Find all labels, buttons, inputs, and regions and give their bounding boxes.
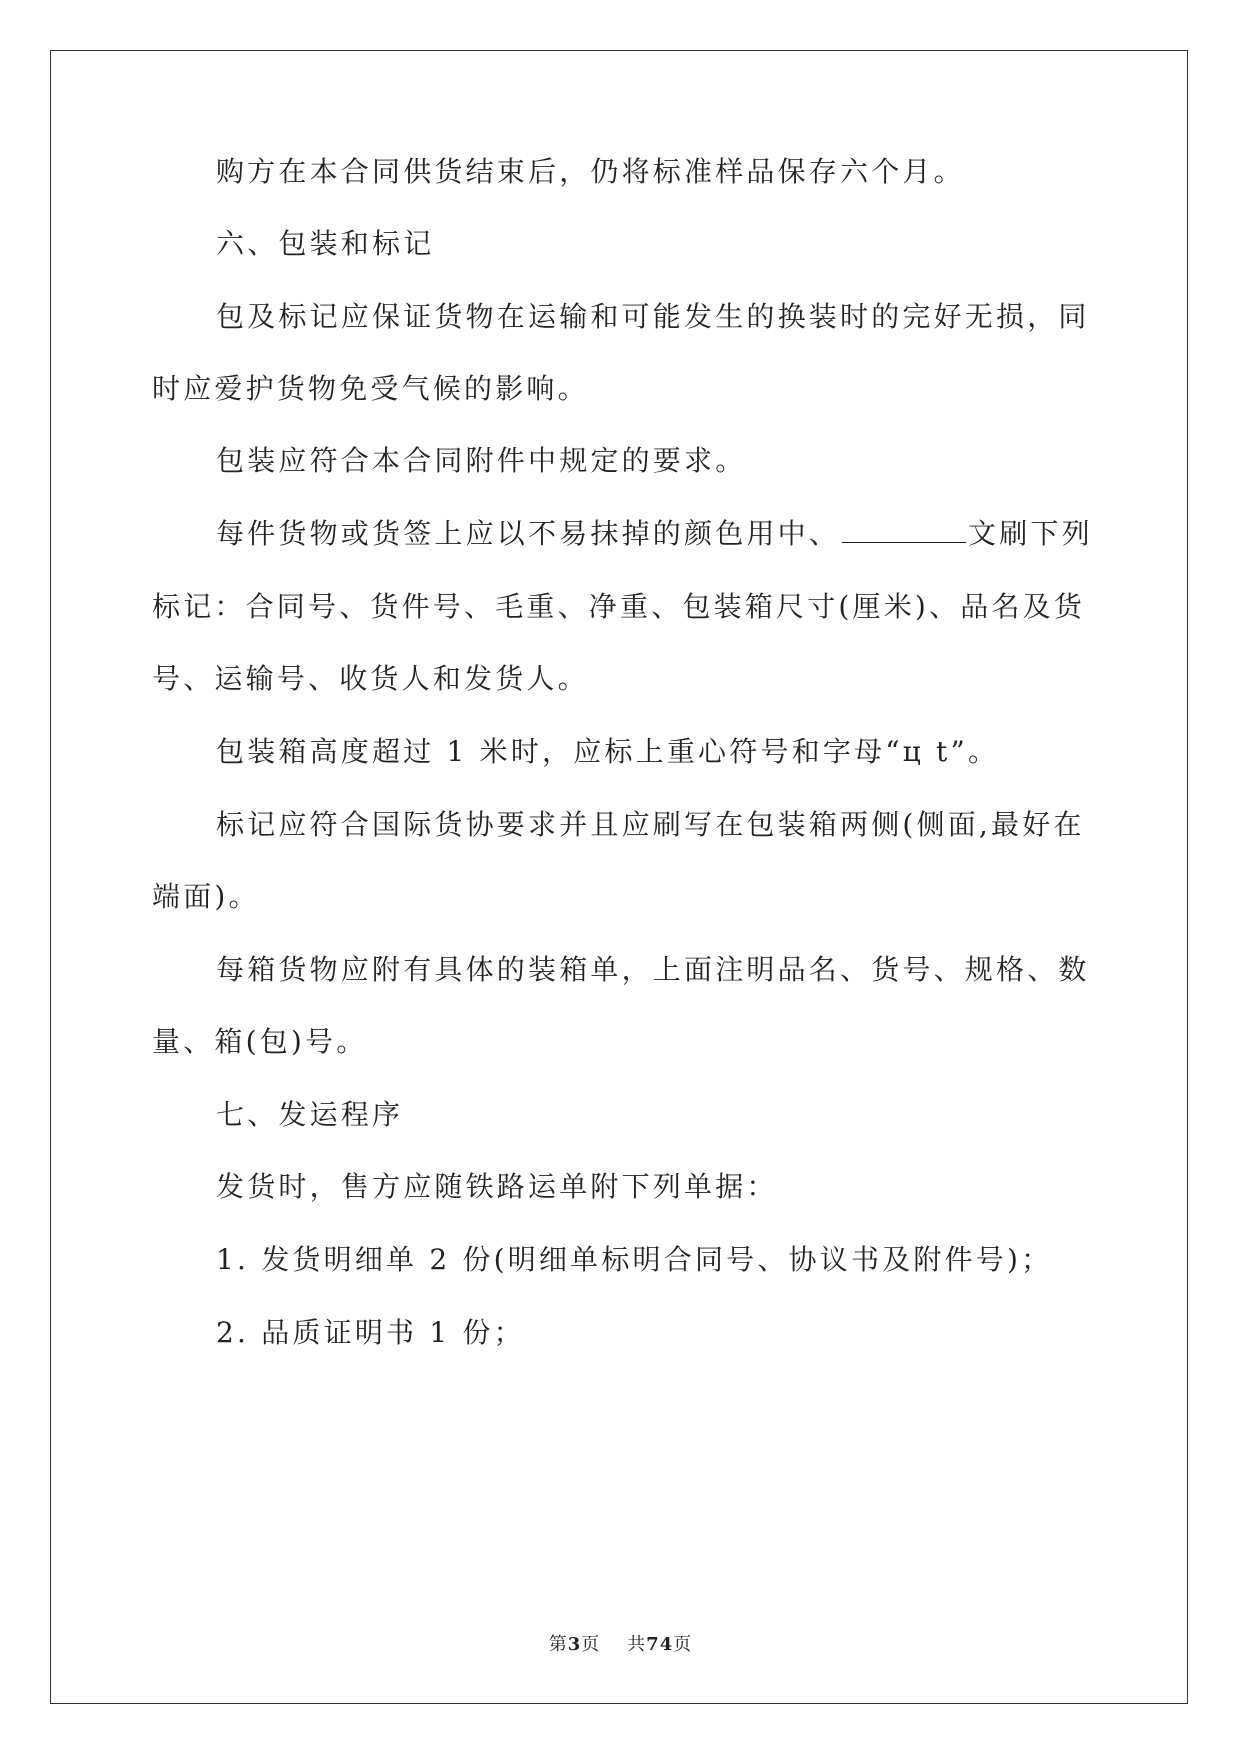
page-number-label: 第3页 <box>548 1634 601 1655</box>
paragraph-text: 文刷下列 <box>968 517 1093 550</box>
list-item: 2. 品质证明书 1 份； <box>216 1316 525 1349</box>
page-border <box>50 50 1188 1704</box>
paragraph-line: 购方在本合同供货结束后，仍将标准样品保存六个月。 <box>216 155 965 188</box>
paragraph-text: 每件货物或货签上应以不易抹掉的颜色用中、 <box>216 517 841 550</box>
paragraph-line: 量、箱(包)号。 <box>152 1025 368 1058</box>
paragraph-line: 端面)。 <box>152 880 260 913</box>
fill-in-blank <box>842 518 966 543</box>
paragraph-line <box>216 517 1093 551</box>
paragraph-line: 标记：合同号、货件号、毛重、净重、包装箱尺寸(厘米)、品名及货 <box>152 590 1086 623</box>
paragraph-line: 标记应符合国际货协要求并且应刷写在包装箱两侧(侧面,最好在 <box>216 808 1085 841</box>
page-total-label: 共74页 <box>627 1634 693 1655</box>
paragraph-line: 包及标记应保证货物在运输和可能发生的换装时的完好无损，同 <box>216 300 1090 333</box>
page-footer <box>0 1630 1241 1656</box>
paragraph-line: 发货时，售方应随铁路运单附下列单据： <box>216 1170 778 1203</box>
section-heading: 七、发运程序 <box>216 1098 404 1131</box>
paragraph-line: 每箱货物应附有具体的装箱单，上面注明品名、货号、规格、数 <box>216 953 1090 986</box>
paragraph-line: 时应爱护货物免受气候的影响。 <box>152 372 589 405</box>
list-item: 1. 发货明细单 2 份(明细单标明合同号、协议书及附件号)； <box>216 1243 1053 1276</box>
paragraph-line: 包装应符合本合同附件中规定的要求。 <box>216 444 747 477</box>
paragraph-line: 包装箱高度超过 1 米时，应标上重心符号和字母“ц t”。 <box>216 735 1000 768</box>
paragraph-line: 号、运输号、收货人和发货人。 <box>152 662 589 695</box>
section-heading: 六、包装和标记 <box>216 227 435 260</box>
